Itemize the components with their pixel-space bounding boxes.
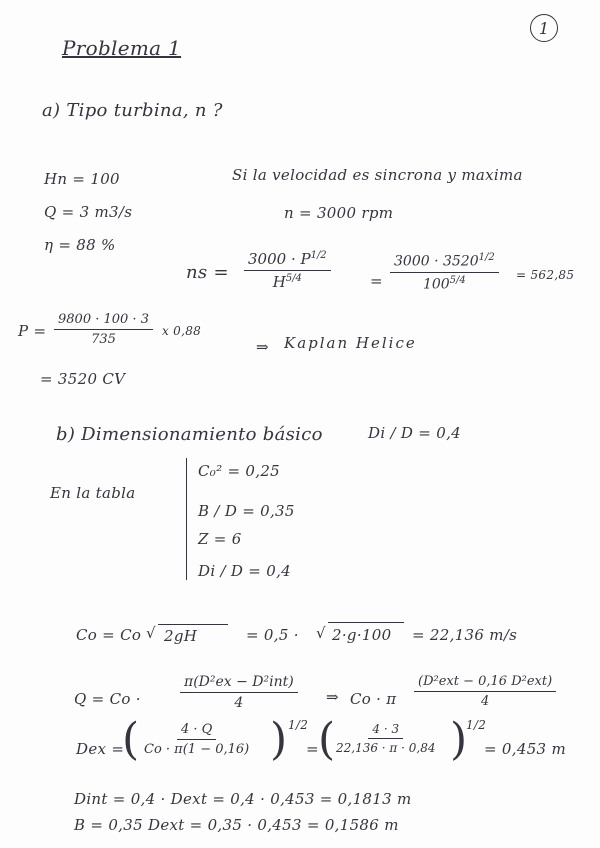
- q-numerator: π(D²ex − D²int): [180, 674, 298, 693]
- eta-value: η = 88 %: [44, 236, 116, 254]
- p-numerator: 9800 · 100 · 3: [54, 312, 153, 330]
- ns-den2-exp: 5/4: [449, 274, 466, 286]
- table-item-c0: C₀² = 0,25: [198, 462, 281, 480]
- p-factor: x 0,88: [162, 324, 202, 338]
- q-value: Q = 3 m3/s: [44, 203, 133, 221]
- page-number: [530, 14, 558, 42]
- dex-exp-1: 1/2: [288, 718, 309, 732]
- ns-numerator: [244, 250, 331, 271]
- c0-middle: = 0,5 ·: [246, 626, 299, 644]
- ns-den-exp: 5/4: [285, 273, 302, 284]
- page-title: Problema 1: [62, 36, 182, 60]
- q-rhs-prefix: Co · π: [350, 690, 397, 708]
- implies-arrow: ⇒: [256, 338, 269, 356]
- table-item-b-d: B / D = 0,35: [198, 502, 295, 520]
- dex-numerator-1: 4 · Q: [177, 722, 216, 740]
- ns-numerator-2: [390, 252, 499, 273]
- ns-result: = 562,85: [516, 268, 575, 282]
- b-line: B = 0,35 Dext = 0,35 · 0,453 = 0,1586 m: [74, 816, 399, 834]
- velocity-note: Si la velocidad es sincrona y maxima: [232, 166, 523, 184]
- dex-result: = 0,453 m: [484, 740, 566, 758]
- c0-result: = 22,136 m/s: [412, 626, 518, 644]
- ns-fraction: [244, 250, 331, 291]
- ns-equals: =: [370, 272, 383, 290]
- part-b-heading: b) Dimensionamiento básico: [56, 424, 323, 445]
- dex-denominator-1: Co · π(1 − 0,16): [144, 742, 250, 757]
- q-fraction: [180, 674, 298, 711]
- dex-equals: =: [306, 740, 319, 758]
- ns-num-text: 3000 · P: [248, 250, 311, 268]
- ns-num2-exp: 1/2: [478, 252, 495, 263]
- table-item-z: Z = 6: [198, 530, 242, 548]
- ns-den2-text: 100: [422, 276, 450, 293]
- ns-denominator-2: [423, 273, 466, 293]
- table-label: En la tabla: [50, 484, 136, 502]
- brace: [186, 458, 187, 580]
- q-rhs-numerator: (D²ext − 0,16 D²ext): [414, 674, 556, 692]
- ns-num-exp: 1/2: [310, 250, 327, 261]
- dex-paren-open-2: (: [318, 714, 336, 765]
- dex-paren-close-1: ): [270, 714, 288, 765]
- hn-value: Hn = 100: [44, 170, 120, 188]
- ns-fraction-2: [390, 252, 499, 292]
- p-fraction: [54, 312, 153, 347]
- ns-den-text: H: [272, 273, 286, 291]
- dex-lhs: Dex =: [76, 740, 125, 758]
- q-rhs-denominator: 4: [480, 694, 490, 709]
- c0-sqrt-sign-2: √: [316, 624, 326, 642]
- c0-sqrt-bar-2: [328, 622, 404, 623]
- dex-exp-2: 1/2: [466, 718, 487, 732]
- page-number-text: 1: [538, 18, 550, 38]
- c0-sqrt-bar: [158, 624, 228, 625]
- p-label: P =: [18, 322, 47, 340]
- p-result: = 3520 CV: [40, 370, 126, 388]
- dex-numerator-2: 4 · 3: [368, 722, 403, 739]
- ns-label: ns =: [186, 262, 229, 283]
- c0-sqrt-content-2: 2·g·100: [332, 626, 392, 644]
- c0-sqrt-content: 2gH: [164, 627, 198, 645]
- ratio-di-d: Di / D = 0,4: [368, 424, 461, 442]
- q-denominator: 4: [234, 695, 244, 711]
- dex-fraction-2: [336, 722, 435, 755]
- q-rhs-fraction: [414, 674, 556, 709]
- dex-fraction-1: [144, 722, 249, 757]
- dint-line: Dint = 0,4 · Dext = 0,4 · 0,453 = 0,1813 m: [74, 790, 412, 808]
- turbine-type: Kaplan Helice: [284, 334, 417, 352]
- table-item-di-d: Di / D = 0,4: [198, 562, 291, 580]
- q-arrow: ⇒: [326, 688, 339, 706]
- part-a-heading: a) Tipo turbina, n ?: [42, 100, 223, 121]
- dex-paren-close-2: ): [450, 714, 468, 765]
- ns-num2-text: 3000 · 3520: [394, 253, 479, 270]
- dex-denominator-2: 22,136 · π · 0,84: [336, 741, 436, 755]
- dex-paren-open-1: (: [122, 714, 140, 765]
- c0-sqrt-sign: √: [146, 624, 156, 642]
- p-denominator: 735: [91, 332, 116, 347]
- n-value: n = 3000 rpm: [284, 204, 394, 222]
- c0-lhs: Co = Co: [76, 626, 142, 644]
- q-lhs: Q = Co ·: [74, 690, 141, 708]
- ns-denominator: [273, 271, 302, 291]
